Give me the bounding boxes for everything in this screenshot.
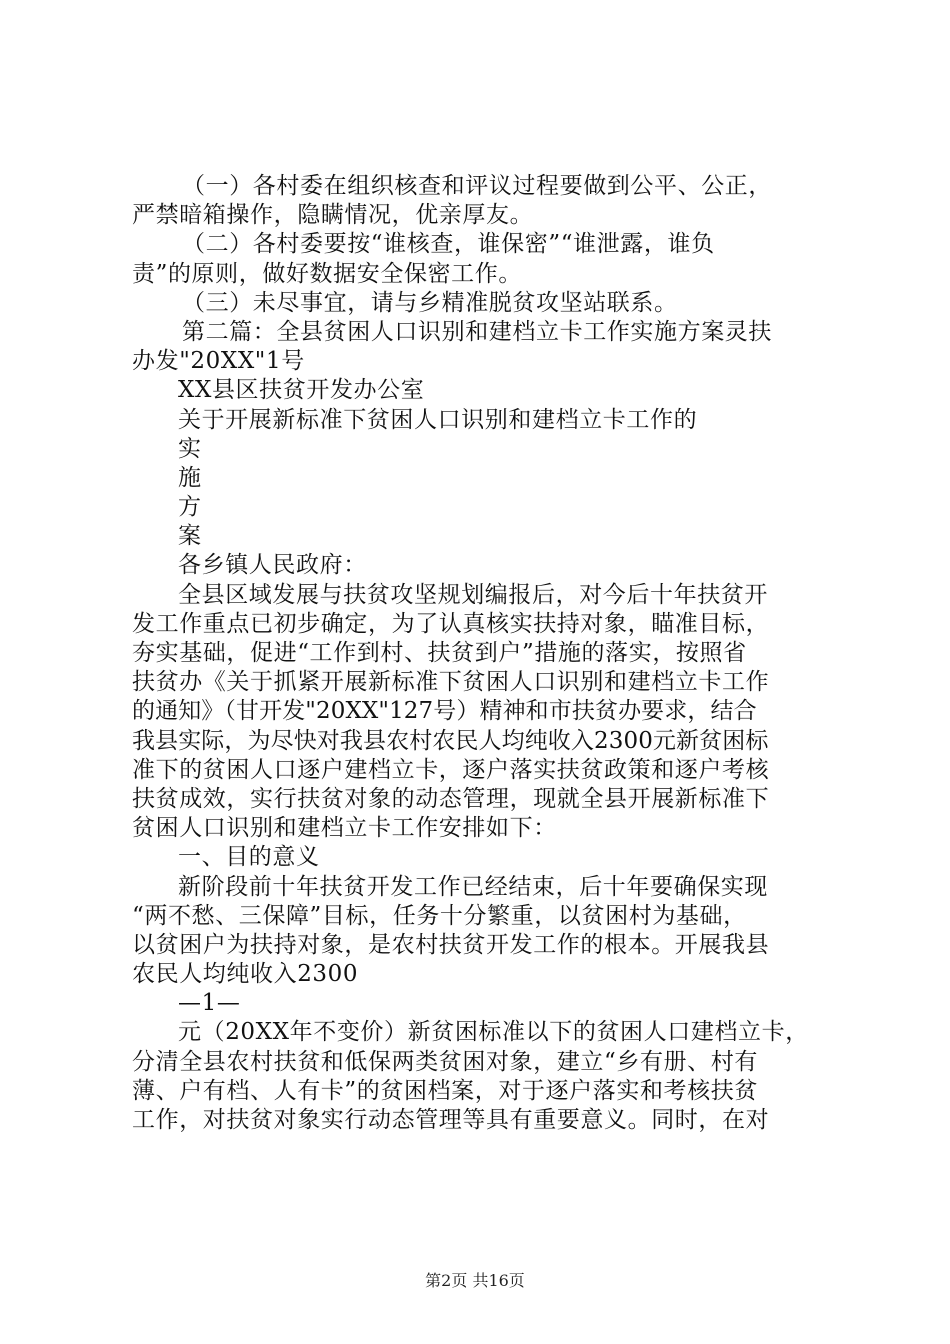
paragraph-line: 以贫困户为扶持对象，是农村扶贫开发工作的根本。开展我县 (132, 931, 770, 958)
paragraph-line: 农民人均纯收入2300 (132, 961, 359, 988)
paragraph-line: 严禁暗箱操作，隐瞒情况，优亲厚友。 (132, 202, 534, 229)
page-footer: 第2页 共16页 (425, 1271, 525, 1290)
section-heading: 一、目的意义 (178, 844, 320, 871)
document-title-char: 施 (178, 464, 202, 491)
paragraph-line: “两不愁、三保障”目标，任务十分繁重，以贫困村为基础， (132, 902, 747, 929)
document-title: 关于开展新标准下贫困人口识别和建档立卡工作的 (178, 406, 698, 433)
document-body (132, 172, 832, 1135)
paragraph-line: 分清全县农村扶贫和低保两类贫困对象，建立“乡有册、村有 (132, 1048, 758, 1075)
paragraph-line: （三）未尽事宜，请与乡精准脱贫攻坚站联系。 (182, 289, 678, 316)
document-title-char: 实 (178, 435, 202, 462)
paragraph-line: （二）各村委要按“谁核查，谁保密”“谁泄露，谁负 (182, 231, 715, 258)
paragraph-line: 我县实际，为尽快对我县农村农民人均纯收入2300元新贫困标 (132, 727, 769, 754)
section-heading: 第二篇：全县贫困人口识别和建档立卡工作实施方案灵扶 (182, 318, 772, 345)
paragraph-line: 工作，对扶贫对象实行动态管理等具有重要意义。同时，在对 (132, 1107, 770, 1133)
paragraph-line: （一）各村委在组织核查和评议过程要做到公平、公正， (182, 173, 772, 199)
office-name: XX县区扶贫开发办公室 (178, 377, 425, 404)
document-title-char: 案 (178, 523, 202, 550)
paragraph-line: 薄、户有档、人有卡”的贫困档案，对于逐户落实和考核扶贫 (132, 1077, 758, 1104)
paragraph-line: 扶贫成效，实行扶贫对象的动态管理，现就全县开展新标准下 (132, 785, 770, 812)
salutation: 各乡镇人民政府： (178, 552, 367, 579)
paragraph-line: 发工作重点已初步确定，为了认真核实扶持对象，瞄准目标， (132, 610, 770, 637)
document-title-char: 方 (178, 494, 202, 521)
paragraph-line: 办发"20XX"1号 (132, 348, 305, 375)
paragraph-line: 元（20XX年不变价）新贫困标准以下的贫困人口建档立卡， (178, 1019, 809, 1046)
paragraph-line: 扶贫办《关于抓紧开展新标准下贫困人口识别和建档立卡工作 (132, 669, 770, 696)
paragraph-line: 贫困人口识别和建档立卡工作安排如下： (132, 815, 557, 842)
paragraph-line: 全县区域发展与扶贫攻坚规划编报后，对今后十年扶贫开 (178, 581, 768, 608)
paragraph-line: 准下的贫困人口逐户建档立卡，逐户落实扶贫政策和逐户考核 (132, 756, 770, 783)
paragraph-line: 新阶段前十年扶贫开发工作已经结束，后十年要确保实现 (178, 873, 768, 900)
paragraph-line: 夯实基础，促进“工作到村、扶贫到户”措施的落实，按照省 (132, 640, 747, 666)
paragraph-line: 责”的原则，做好数据安全保密工作。 (132, 260, 522, 287)
paragraph-line: 的通知》（甘开发"20XX"127号）精神和市扶贫办要求，结合 (132, 698, 757, 725)
inline-page-marker: —1— (178, 990, 241, 1017)
